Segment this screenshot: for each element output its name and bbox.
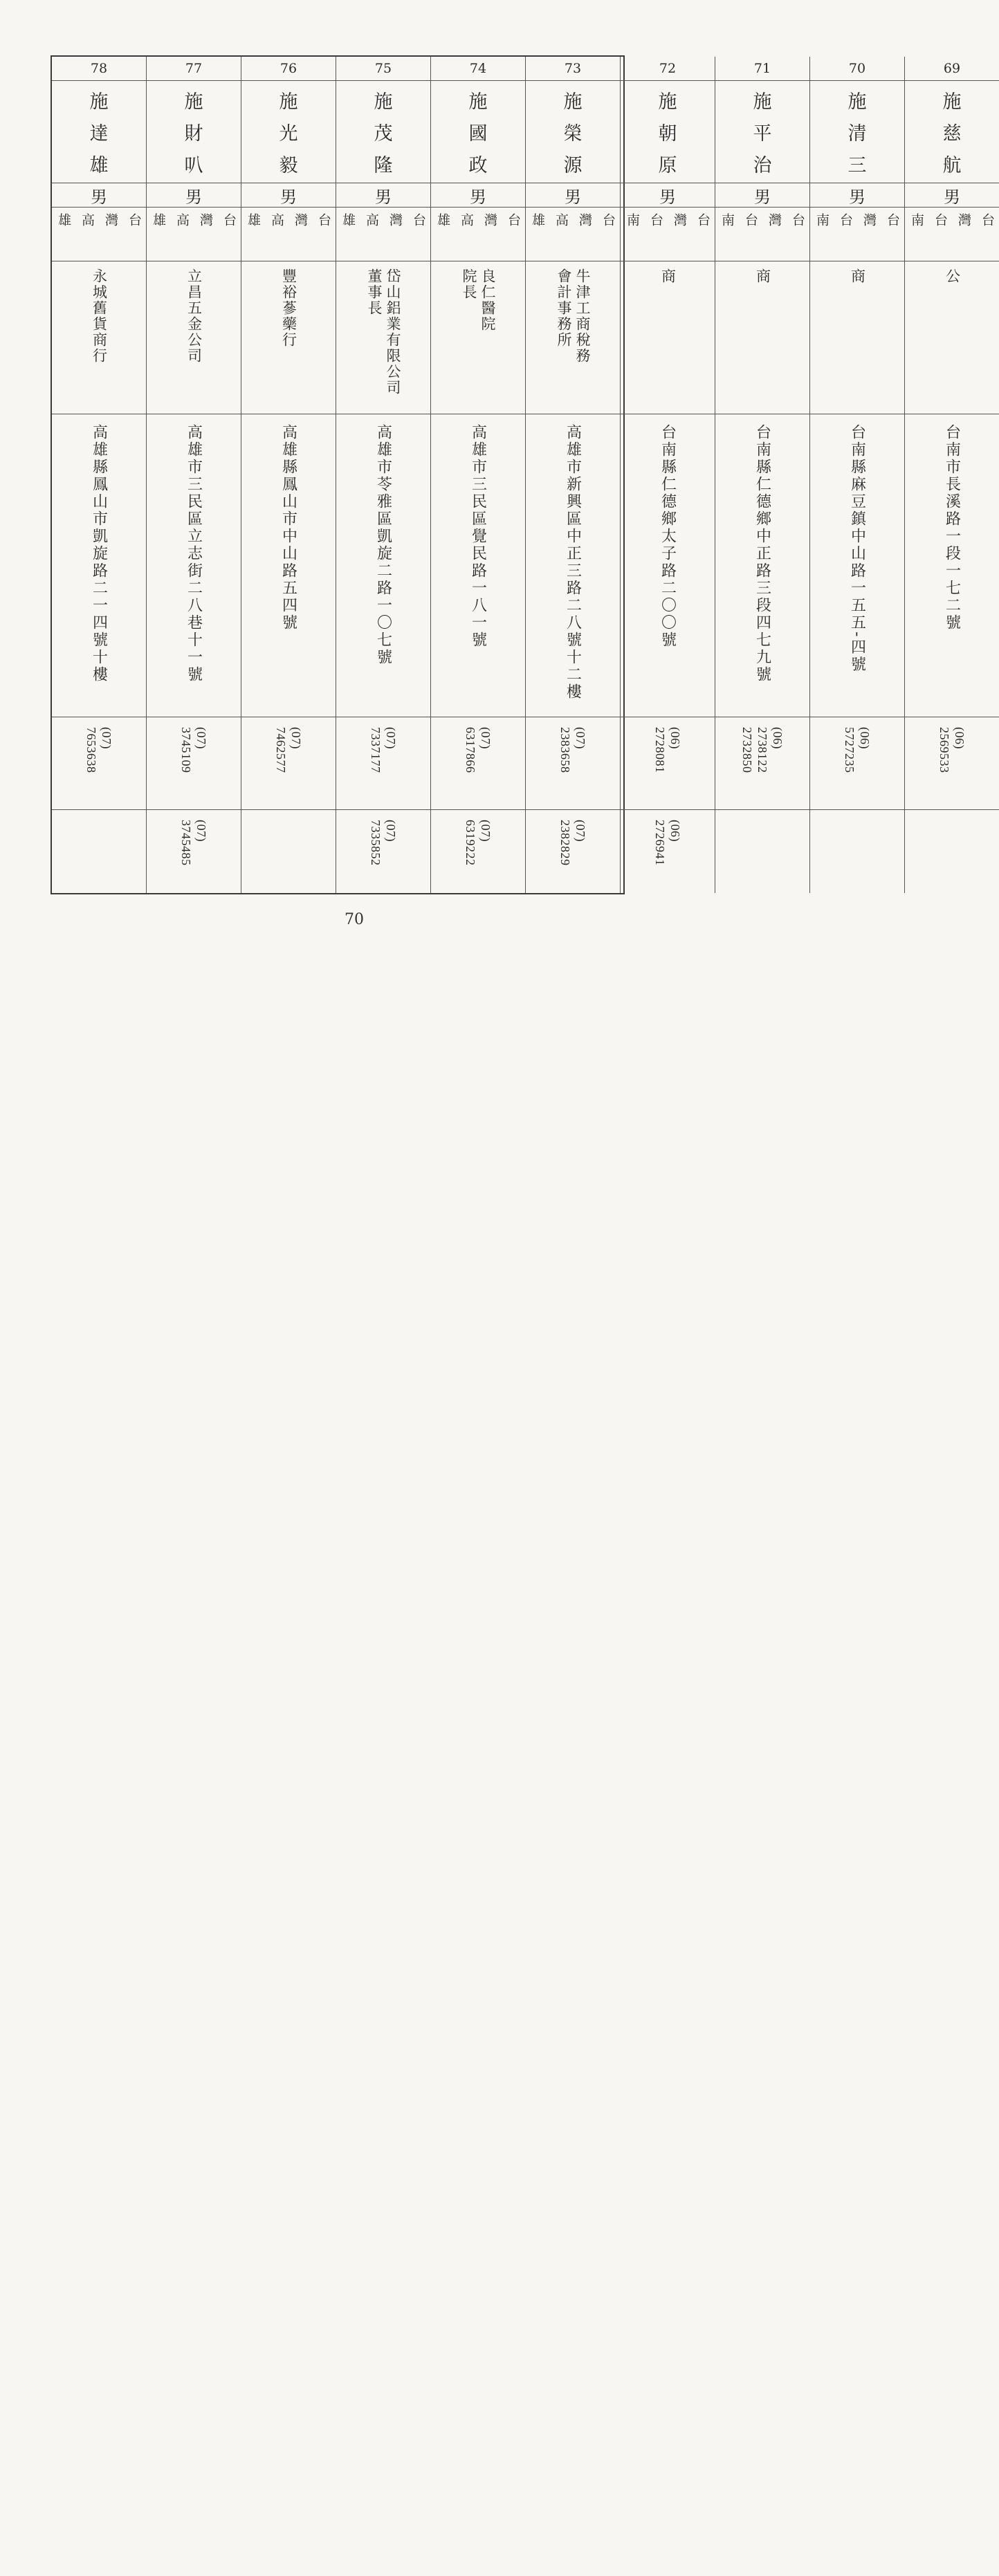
phone-text xyxy=(652,717,683,809)
member-phone-2 xyxy=(810,810,904,893)
member-phone xyxy=(52,717,146,810)
member-number xyxy=(431,57,525,81)
member-origin xyxy=(336,208,430,261)
member-origin xyxy=(715,208,809,261)
phone-line: 5727235 xyxy=(843,727,856,773)
address-text xyxy=(943,414,962,717)
occupation-line: 公 xyxy=(944,268,961,284)
member-sex xyxy=(905,183,999,208)
phone-text xyxy=(273,717,304,809)
address-line: 台南縣仁德鄉太子路二〇〇號 xyxy=(659,424,677,649)
member-occupation xyxy=(336,261,430,414)
occupation-line: 牛津工商稅務 xyxy=(574,268,591,364)
address-line: 高雄縣鳳山市凱旋路二一四號十樓 xyxy=(90,424,108,683)
address-line: 台南縣麻豆鎮中山路一五五-四號 xyxy=(848,424,866,674)
occupation-text xyxy=(554,261,592,414)
member-address xyxy=(147,414,241,717)
name-char: 原 xyxy=(658,155,677,177)
phone-line: (07) xyxy=(289,727,303,749)
member-number xyxy=(526,57,620,81)
member-phone xyxy=(621,717,715,810)
sex-text: 男 xyxy=(754,187,771,207)
sex-text: 男 xyxy=(91,187,107,207)
member-phone-2 xyxy=(336,810,430,893)
member-occupation xyxy=(621,261,715,414)
origin-text xyxy=(431,208,525,261)
member-name xyxy=(905,81,999,183)
phone-line: (06) xyxy=(771,727,785,749)
phone-2-line: (07) xyxy=(574,820,587,842)
member-number-text: 69 xyxy=(943,61,961,76)
member-sex xyxy=(621,183,715,208)
member-number-text: 76 xyxy=(279,61,297,76)
sex-text: 男 xyxy=(280,187,297,207)
origin-text xyxy=(52,208,146,261)
phone-line: 6317866 xyxy=(464,727,477,773)
name-char: 平 xyxy=(753,122,772,145)
member-occupation xyxy=(52,261,146,414)
phone-line: 2728081 xyxy=(653,727,667,773)
member-address xyxy=(810,414,904,717)
member-number xyxy=(715,57,809,81)
name-char: 慈 xyxy=(942,122,962,145)
member-column xyxy=(621,57,715,893)
name-char: 清 xyxy=(847,122,867,145)
phone-line: (07) xyxy=(479,727,493,749)
sex-text: 男 xyxy=(565,187,581,207)
occupation-text xyxy=(848,261,867,414)
phone-2-line: (07) xyxy=(479,820,493,842)
occupation-line: 院長 xyxy=(461,268,477,300)
origin-text xyxy=(905,208,999,261)
origin-line: 台灣 xyxy=(861,213,900,237)
occupation-line: 商 xyxy=(659,268,677,284)
member-occupation xyxy=(241,261,336,414)
occupation-text xyxy=(659,261,677,414)
member-address xyxy=(431,414,525,717)
origin-text xyxy=(241,208,336,261)
occupation-line: 董事長 xyxy=(366,268,383,316)
phone-text xyxy=(368,717,398,809)
phone-text xyxy=(178,717,209,809)
address-line: 台南市長溪路一段一七二號 xyxy=(943,424,961,632)
name-char: 施 xyxy=(658,91,677,113)
member-phone xyxy=(336,717,430,810)
phone-line: 3745109 xyxy=(179,727,193,773)
name-char: 雄 xyxy=(89,155,109,177)
sex-text: 男 xyxy=(849,187,865,207)
origin-line: 台南 xyxy=(909,213,948,237)
member-column xyxy=(431,57,526,893)
name-char: 施 xyxy=(468,91,488,113)
origin-line: 高雄 xyxy=(340,213,379,237)
phone-line: 7653638 xyxy=(84,727,98,773)
sex-text: 男 xyxy=(375,187,392,207)
member-occupation xyxy=(810,261,904,414)
name-char: 施 xyxy=(89,91,109,113)
origin-line: 台南 xyxy=(625,213,663,237)
sex-text: 男 xyxy=(470,187,486,207)
member-occupation xyxy=(715,261,809,414)
member-number xyxy=(810,57,904,81)
member-name xyxy=(147,81,241,183)
occupation-text xyxy=(943,261,962,414)
phone-line: (06) xyxy=(953,727,966,749)
member-occupation xyxy=(526,261,620,414)
name-char: 施 xyxy=(563,91,583,113)
member-origin xyxy=(905,208,999,261)
address-line: 高雄市三民區覺民路一八一號 xyxy=(469,424,487,649)
member-number xyxy=(621,57,715,81)
member-sex xyxy=(241,183,336,208)
occupation-line: 岱山鋁業有限公司 xyxy=(385,268,401,396)
member-name xyxy=(810,81,904,183)
occupation-text xyxy=(279,261,298,414)
phone-2-line: 6319222 xyxy=(464,820,477,866)
member-name xyxy=(52,81,146,183)
origin-text xyxy=(810,208,904,261)
member-number xyxy=(336,57,430,81)
phone-2-line: 3745485 xyxy=(179,820,193,866)
member-address xyxy=(621,414,715,717)
member-sex xyxy=(810,183,904,208)
member-column xyxy=(810,57,905,893)
member-phone-2 xyxy=(52,810,146,893)
name-char: 施 xyxy=(847,91,867,113)
name-char: 隆 xyxy=(374,155,393,177)
address-text xyxy=(753,414,772,717)
address-line: 台南縣仁德鄉中正路三段四七九號 xyxy=(753,424,771,683)
origin-line: 台灣 xyxy=(482,213,521,237)
phone-line: (06) xyxy=(668,727,682,749)
address-text xyxy=(185,414,203,717)
address-line: 高雄市苓雅區凱旋二路一〇七號 xyxy=(374,424,392,666)
phone-2-text xyxy=(178,810,209,893)
phone-text xyxy=(937,717,967,809)
phone-line: 2383658 xyxy=(558,727,572,773)
name-char: 朝 xyxy=(658,122,677,145)
member-phone xyxy=(715,717,809,810)
phone-line: (07) xyxy=(100,727,113,749)
occupation-line: 商 xyxy=(849,268,866,284)
member-phone xyxy=(810,717,904,810)
member-address xyxy=(241,414,336,717)
origin-text xyxy=(336,208,430,261)
member-origin xyxy=(147,208,241,261)
member-column xyxy=(526,57,621,893)
member-phone-2 xyxy=(905,810,999,893)
phone-text xyxy=(463,717,493,809)
origin-line: 台南 xyxy=(720,213,758,237)
origin-line: 台灣 xyxy=(293,213,331,237)
name-char: 茂 xyxy=(374,122,393,145)
name-char: 施 xyxy=(279,91,298,113)
occupation-text xyxy=(459,261,497,414)
phone-line: 2569533 xyxy=(937,727,951,773)
origin-line: 台灣 xyxy=(387,213,426,237)
origin-line: 高雄 xyxy=(56,213,95,237)
phone-2-line: 2726941 xyxy=(653,820,667,866)
member-number-text: 77 xyxy=(185,61,203,76)
member-origin xyxy=(241,208,336,261)
member-phone-2 xyxy=(147,810,241,893)
phone-text xyxy=(558,717,588,809)
occupation-line: 豐裕蔘藥行 xyxy=(280,268,297,348)
member-origin xyxy=(526,208,620,261)
phone-text xyxy=(842,717,872,809)
member-sex xyxy=(147,183,241,208)
origin-line: 台灣 xyxy=(198,213,237,237)
phone-text xyxy=(84,717,114,809)
member-address xyxy=(336,414,430,717)
origin-text xyxy=(621,208,715,261)
member-column xyxy=(52,57,147,893)
member-sex xyxy=(526,183,620,208)
sex-text: 男 xyxy=(185,187,202,207)
origin-line: 高雄 xyxy=(435,213,474,237)
name-char: 叭 xyxy=(184,155,203,177)
member-number xyxy=(241,57,336,81)
member-address xyxy=(52,414,146,717)
address-text xyxy=(659,414,677,717)
member-name xyxy=(526,81,620,183)
address-text xyxy=(90,414,109,717)
phone-2-text xyxy=(558,810,588,893)
member-occupation xyxy=(905,261,999,414)
address-text xyxy=(469,414,488,717)
member-column xyxy=(905,57,999,893)
member-occupation xyxy=(147,261,241,414)
name-char: 達 xyxy=(89,122,109,145)
phone-2-line: 7335852 xyxy=(369,820,383,866)
address-line: 高雄縣鳳山市中山路五四號 xyxy=(279,424,297,632)
phone-2-text xyxy=(463,810,493,893)
member-number-text: 70 xyxy=(848,61,866,76)
member-sex xyxy=(715,183,809,208)
phone-line: (06) xyxy=(858,727,872,749)
member-column xyxy=(715,57,810,893)
origin-line: 台灣 xyxy=(956,213,995,237)
member-phone xyxy=(526,717,620,810)
sex-text: 男 xyxy=(944,187,960,207)
occupation-text xyxy=(753,261,772,414)
phone-line: 2738122 xyxy=(755,727,769,773)
origin-line: 高雄 xyxy=(530,213,569,237)
occupation-text xyxy=(185,261,203,414)
name-char: 施 xyxy=(942,91,962,113)
sex-text: 男 xyxy=(659,187,676,207)
origin-line: 台灣 xyxy=(672,213,711,237)
member-address xyxy=(715,414,809,717)
member-phone-2 xyxy=(241,810,336,893)
member-number-text: 78 xyxy=(90,61,108,76)
document-page xyxy=(0,0,995,1003)
member-number xyxy=(905,57,999,81)
member-phone xyxy=(147,717,241,810)
address-line: 高雄市新興區中正三路二八號十二樓 xyxy=(564,424,582,701)
member-number-text: 75 xyxy=(374,61,392,76)
address-line: 高雄市三民區立志街二八巷十一號 xyxy=(185,424,203,683)
name-char: 榮 xyxy=(563,122,583,145)
member-number-text: 73 xyxy=(564,61,582,76)
occupation-text xyxy=(365,261,402,414)
occupation-line: 會計事務所 xyxy=(556,268,572,348)
origin-line: 台灣 xyxy=(103,213,142,237)
origin-line: 台南 xyxy=(814,213,853,237)
member-origin xyxy=(621,208,715,261)
name-char: 施 xyxy=(374,91,393,113)
address-text xyxy=(848,414,867,717)
phone-2-line: (07) xyxy=(194,820,208,842)
origin-line: 台灣 xyxy=(577,213,616,237)
name-char: 國 xyxy=(468,122,488,145)
member-address xyxy=(526,414,620,717)
phone-text xyxy=(740,717,785,809)
member-name xyxy=(336,81,430,183)
occupation-line: 商 xyxy=(754,268,771,284)
occupation-line: 良仁醫院 xyxy=(479,268,496,332)
member-name xyxy=(431,81,525,183)
member-number-text: 72 xyxy=(659,61,677,76)
phone-2-line: (07) xyxy=(384,820,398,842)
member-occupation xyxy=(431,261,525,414)
origin-text xyxy=(526,208,620,261)
phone-2-text xyxy=(652,810,683,893)
phone-line: 7337177 xyxy=(369,727,383,773)
member-number-text: 71 xyxy=(753,61,771,76)
member-origin xyxy=(52,208,146,261)
address-text xyxy=(279,414,298,717)
member-phone xyxy=(241,717,336,810)
member-phone-2 xyxy=(526,810,620,893)
occupation-line: 永城舊貨商行 xyxy=(91,268,108,364)
address-text xyxy=(564,414,583,717)
phone-line: (07) xyxy=(194,727,208,749)
occupation-line: 立昌五金公司 xyxy=(185,268,203,364)
member-name xyxy=(621,81,715,183)
phone-line: (07) xyxy=(574,727,587,749)
name-char: 治 xyxy=(753,155,772,177)
member-column xyxy=(241,57,336,893)
member-number xyxy=(147,57,241,81)
address-text xyxy=(374,414,393,717)
member-origin xyxy=(810,208,904,261)
occupation-text xyxy=(90,261,109,414)
origin-line: 台灣 xyxy=(767,213,805,237)
member-phone-2 xyxy=(715,810,809,893)
member-name xyxy=(241,81,336,183)
phone-line: 2732850 xyxy=(740,727,754,773)
name-char: 光 xyxy=(279,122,298,145)
origin-text xyxy=(715,208,809,261)
member-column xyxy=(336,57,431,893)
member-column xyxy=(147,57,241,893)
name-char: 財 xyxy=(184,122,203,145)
page-number: 70 xyxy=(345,911,364,928)
phone-2-line: 2382829 xyxy=(558,820,572,866)
name-char: 政 xyxy=(468,155,488,177)
member-name xyxy=(715,81,809,183)
clan-member-directory-table xyxy=(51,55,995,894)
member-sex xyxy=(336,183,430,208)
name-char: 毅 xyxy=(279,155,298,177)
member-origin xyxy=(431,208,525,261)
member-address xyxy=(905,414,999,717)
member-phone xyxy=(905,717,999,810)
phone-line: 7462577 xyxy=(274,727,288,773)
phone-2-text xyxy=(368,810,398,893)
name-char: 施 xyxy=(184,91,203,113)
member-phone xyxy=(431,717,525,810)
origin-line: 高雄 xyxy=(246,213,284,237)
name-char: 航 xyxy=(942,155,962,177)
member-sex xyxy=(52,183,146,208)
member-phone-2 xyxy=(621,810,715,893)
phone-line: (07) xyxy=(384,727,398,749)
origin-text xyxy=(147,208,241,261)
phone-2-line: (06) xyxy=(668,820,682,842)
name-char: 源 xyxy=(563,155,583,177)
name-char: 三 xyxy=(847,155,867,177)
member-phone-2 xyxy=(431,810,525,893)
member-number-text: 74 xyxy=(469,61,487,76)
member-number xyxy=(52,57,146,81)
name-char: 施 xyxy=(753,91,772,113)
member-sex xyxy=(431,183,525,208)
origin-line: 高雄 xyxy=(151,213,190,237)
